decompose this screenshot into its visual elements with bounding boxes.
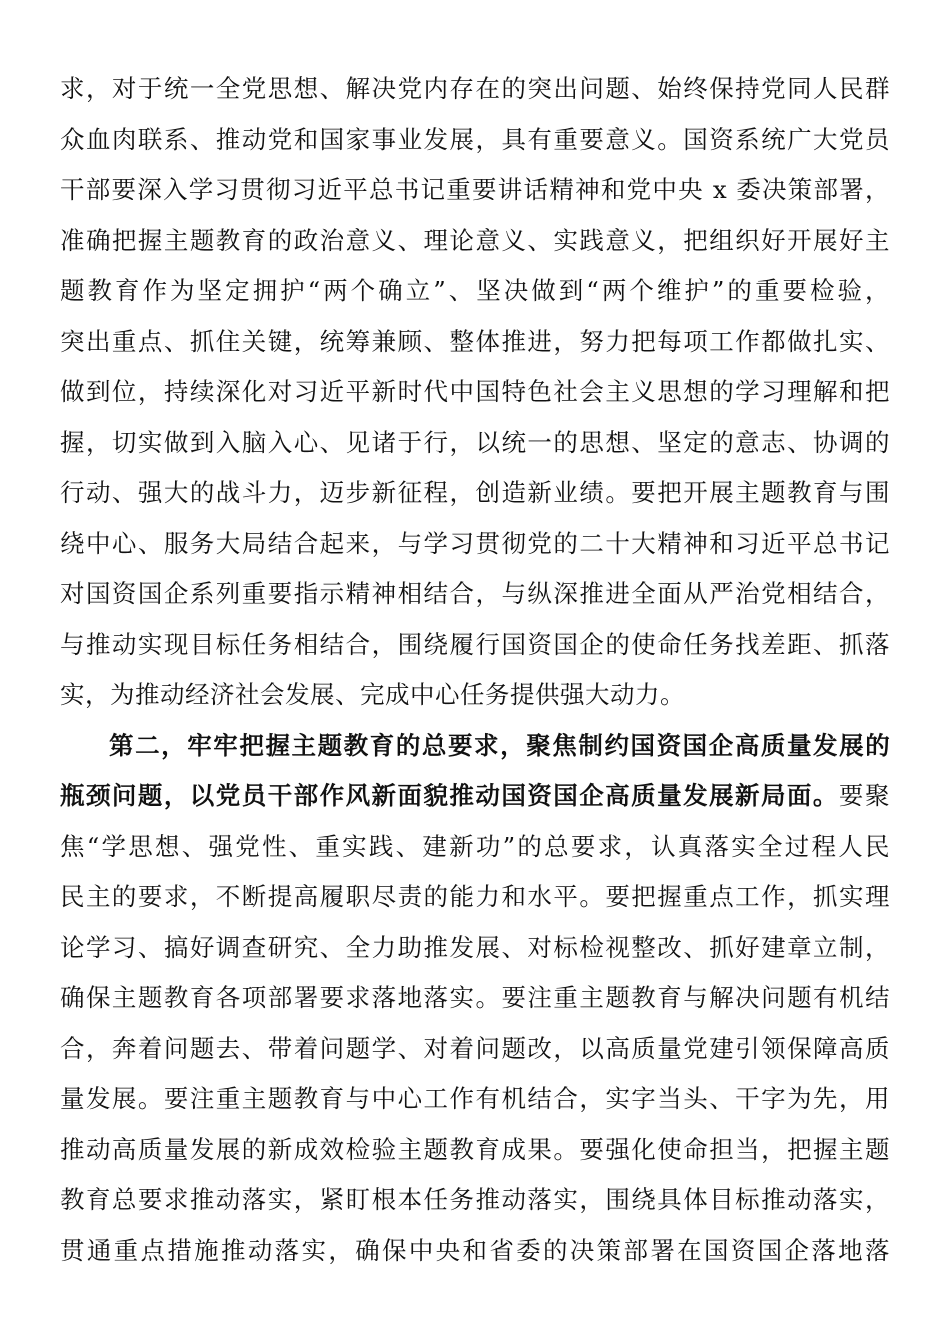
text-line: 做到位，持续深化对习近平新时代中国特色社会主义思想的学习理解和把 [60,377,890,406]
text-line: 确保主题教育各项部署要求落地落实。要注重主题教育与解决问题有机结 [60,983,890,1012]
section-heading-line [60,771,890,822]
paragraph-1 [60,64,890,721]
text-line: 贯通重点措施推动落实，确保中央和省委的决策部署在国资国企落地落 [60,1235,890,1265]
text-line: 推动高质量发展的新成效检验主题教育成果。要强化使命担当，把握主题 [60,1134,890,1164]
text-line: 与推动实现目标任务相结合，围绕履行国资国企的使命任务找差距、抓落 [60,629,890,659]
text-line: 突出重点、抓住关键，统筹兼顾、整体推进，努力把每项工作都做扎实、 [60,326,890,356]
text-line: 题教育作为坚定拥护“两个确立”、坚决做到“两个维护”的重要检验， [60,276,890,305]
text-line: 论学习、搞好调查研究、全力助推发展、对标检视整改、抓好建章立制， [60,932,890,962]
text-line: 求，对于统一全党思想、解决党内存在的突出问题、始终保持党同人民群 [60,74,890,103]
text-line: 干部要深入学习贯彻习近平总书记重要讲话精神和党中央 x 委决策部署， [60,175,890,204]
document-page [60,64,890,1276]
body-text: 要聚 [838,781,890,810]
text-line: 量发展。要注重主题教育与中心工作有机结合，实字当头、干字为先，用 [60,1084,890,1113]
text-line: 教育总要求推动落实，紧盯根本任务推动落实，围绕具体目标推动落实， [60,1185,890,1214]
text-line: 合，奔着问题去、带着问题学、对着问题改，以高质量党建引领保障高质 [60,1033,890,1063]
text-line: 握，切实做到入脑入心、见诸于行，以统一的思想、坚定的意志、协调的 [60,427,890,457]
text-line: 绕中心、服务大局结合起来，与学习贯彻党的二十大精神和习近平总书记 [60,528,890,558]
text-line: 众血肉联系、推动党和国家事业发展，具有重要意义。国资系统广大党员 [60,124,890,154]
text-line: 焦“学思想、强党性、重实践、建新功”的总要求，认真落实全过程人民 [60,831,890,861]
text-line: 准确把握主题教育的政治意义、理论意义、实践意义，把组织好开展好主 [60,225,890,255]
text-line: 行动、强大的战斗力，迈步新征程，创造新业绩。要把开展主题教育与围 [60,478,890,507]
text-line: 实，为推动经济社会发展、完成中心任务提供强大动力。 [60,680,685,709]
paragraph-2 [60,721,890,1277]
section-heading-line: 第二，牢牢把握主题教育的总要求，聚焦制约国资国企高质量发展的 [109,730,890,760]
text-line: 对国资国企系列重要指示精神相结合，与纵深推进全面从严治党相结合， [60,579,890,608]
text-line: 民主的要求，不断提高履职尽责的能力和水平。要把握重点工作，抓实理 [60,882,890,911]
section-heading-text: 瓶颈问题，以党员干部作风新面貌推动国资国企高质量发展新局面。 [60,781,839,810]
